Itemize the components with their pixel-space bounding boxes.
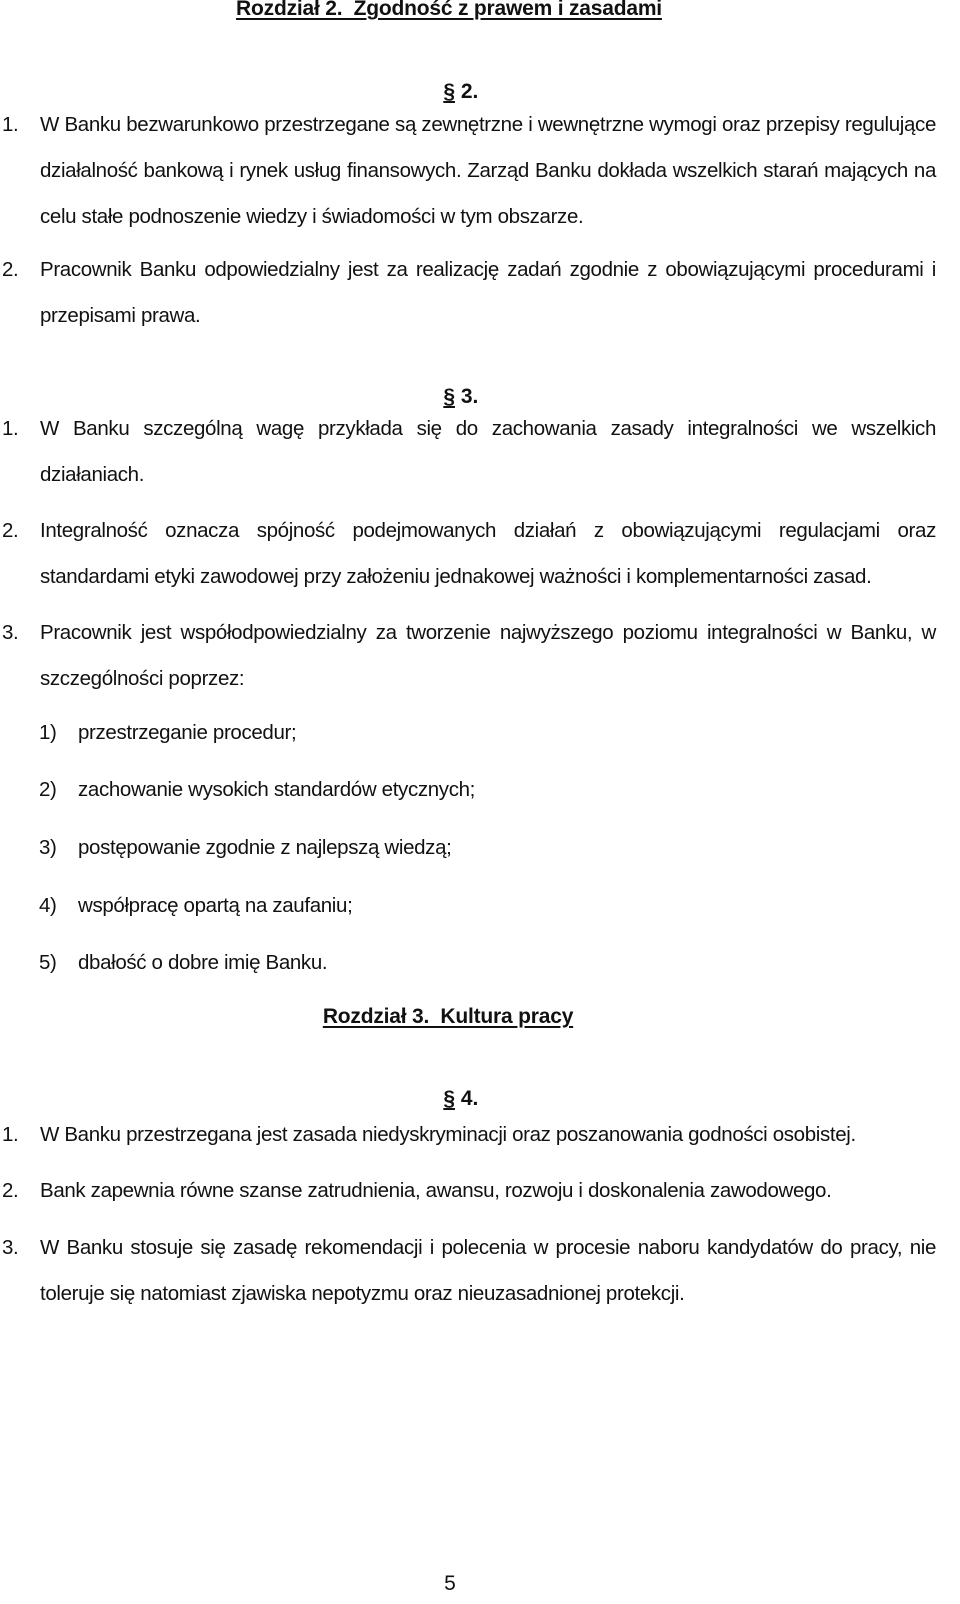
paragraph-text: Pracownik Banku odpowiedzialny jest za realizację zadań zgodnie z obowiązującymi procedurami i przepisami prawa. <box>40 258 936 327</box>
paragraph-text: W Banku szczególną wagę przykłada się do zachowania zasady integralności we wszelkich działaniach. <box>40 417 936 486</box>
list-item <box>39 948 327 978</box>
section-number: 3. <box>460 385 479 408</box>
paragraph-number: 1. <box>2 1123 19 1146</box>
list-item <box>39 833 451 863</box>
section-number: 4. <box>460 1087 479 1110</box>
paragraph-number: 2. <box>2 519 19 542</box>
list-item-number: 3) <box>39 836 57 859</box>
paragraph-number: 2. <box>2 1179 19 1202</box>
section-number: 2. <box>460 80 479 103</box>
paragraph-number: 3. <box>2 621 19 644</box>
list-item <box>39 891 352 921</box>
section-3-heading <box>0 361 910 409</box>
section-symbol: § <box>443 80 455 103</box>
chapter-3-title: Rozdział 3. Kultura pracy <box>322 1005 574 1028</box>
list-item-text: postępowanie zgodnie z najlepszą wiedzą; <box>78 836 452 859</box>
paragraph-number: 2. <box>2 258 19 281</box>
page-number: 5 <box>444 1572 456 1595</box>
list-item-number: 5) <box>39 951 57 974</box>
paragraph-text: Bank zapewnia równe szanse zatrudnienia, awansu, rozwoju i doskonalenia zawodowego. <box>40 1179 832 1202</box>
paragraph-text: W Banku przestrzegana jest zasada niedyskryminacji oraz poszanowania godności osobistej. <box>40 1123 856 1146</box>
list-item-text: współpracę opartą na zaufaniu; <box>78 894 353 917</box>
list-item <box>39 775 475 805</box>
section-4-heading <box>0 1063 910 1111</box>
list-item <box>39 718 296 748</box>
list-item-text: zachowanie wysokich standardów etycznych; <box>78 778 475 801</box>
list-item-number: 4) <box>39 894 57 917</box>
list-item-text: przestrzeganie procedur; <box>78 721 297 744</box>
list-item-text: dbałość o dobre imię Banku. <box>78 951 328 974</box>
list-item-number: 1) <box>39 721 57 744</box>
chapter-2-title: Rozdział 2. Zgodność z prawem i zasadami <box>236 0 662 20</box>
paragraph-text: Integralność oznacza spójność podejmowanych działań z obowiązującymi regulacjami oraz standardami etyki zawodowej przy założeniu jednakowej ważności i komplementarności zasad. <box>40 519 936 588</box>
list-item-number: 2) <box>39 778 57 801</box>
paragraph-number: 1. <box>2 113 19 136</box>
paragraph-number: 1. <box>2 417 19 440</box>
paragraph-text: Pracownik jest współodpowiedzialny za tworzenie najwyższego poziomu integralności w Banku, w szczególności poprzez: <box>40 621 936 690</box>
section-symbol: § <box>443 385 455 408</box>
paragraph-number: 3. <box>2 1236 19 1259</box>
paragraph-text: W Banku bezwarunkowo przestrzegane są zewnętrzne i wewnętrzne wymogi oraz przepisy regulujące działalność bankową i rynek usług finansowych. Zarząd Banku dokłada wszelkich starań mających na celu stałe podnoszenie wiedzy i świadomości w tym obszarze. <box>40 113 936 228</box>
paragraph-text: W Banku stosuje się zasadę rekomendacji i polecenia w procesie naboru kandydatów do pracy, nie toleruje się natomiast zjawiska nepotyzmu oraz nieuzasadnionej protekcji. <box>40 1236 936 1305</box>
section-symbol: § <box>443 1087 455 1110</box>
section-2-heading <box>0 56 910 104</box>
